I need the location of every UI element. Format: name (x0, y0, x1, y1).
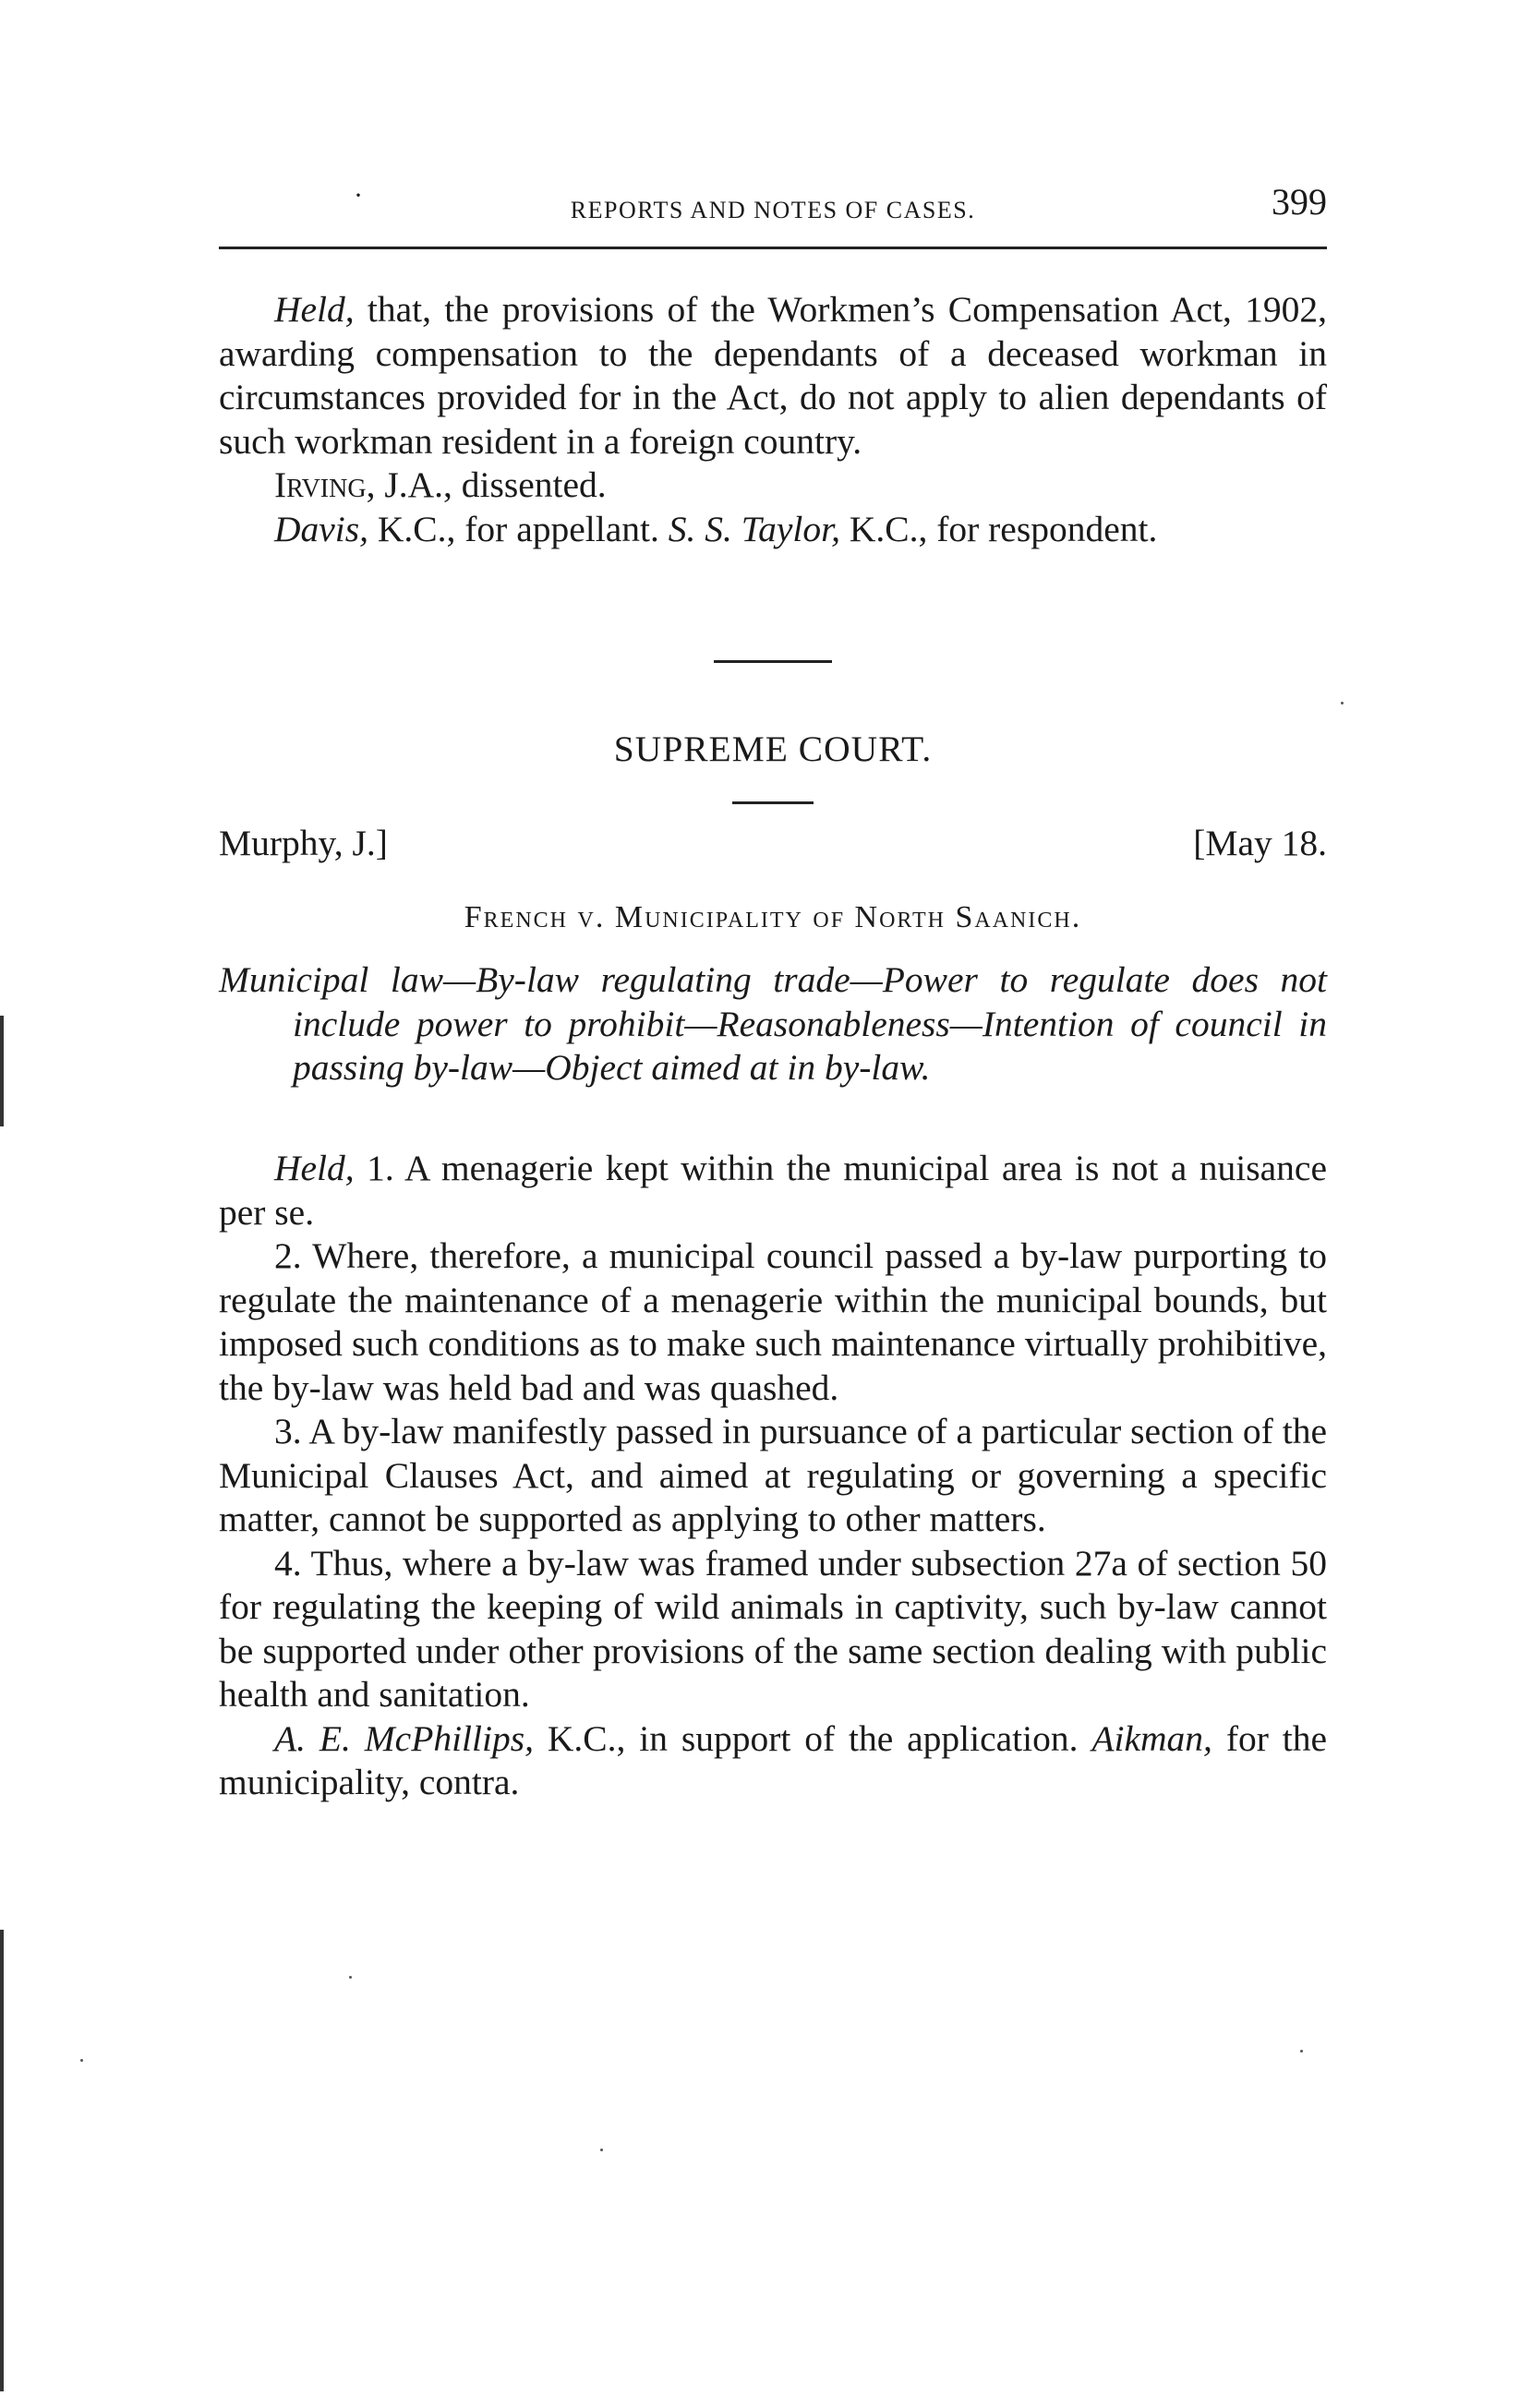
counsel-municipality-name: Aikman, (1091, 1717, 1212, 1759)
scan-edge-mark (0, 1930, 4, 2391)
holding-3: 3. A by-law manifestly passed in pursuance of a particular section of the Municipal Clauses Act, and aimed at regulating or governing a specific matter, cannot be supported as applying to other matters. (219, 1411, 1327, 1539)
prior-held-text: that, the provisions of the Workmen’s Compensation Act, 1902, awarding compensation to the dependants of a deceased workman in circumstances provided for in the Act, do not apply to alien dependants of such workman resident in a foreign country. (219, 289, 1327, 462)
counsel-appellant-text: K.C., for appellant. (368, 508, 669, 549)
header-dot: · (354, 180, 363, 211)
counsel-municipality-text: for the municipality, contra. (219, 1717, 1328, 1802)
holding-1-text: 1. A menagerie kept within the municipal area is not a nuisance per se. (219, 1148, 1327, 1233)
judge-name: Murphy, J.] (219, 823, 388, 863)
holding-1 (219, 1147, 1327, 1234)
holding-2: 2. Where, therefore, a municipal council passed a by-law purporting to regulate the maintenance of a menagerie within the municipal bounds, but imposed such conditions as to make such maintenance virtually prohibitive, the by-law was held bad and was quashed. (219, 1235, 1327, 1408)
section-divider (714, 660, 832, 663)
prior-held-paragraph (219, 288, 1327, 464)
scan-speck (80, 2059, 83, 2062)
held-label: Held, (274, 1148, 355, 1188)
holding-4: 4. Thus, where a by-law was framed under subsection 27a of section 50 for regulating the keeping of wild animals in captivity, such by-law cannot be supported under other provisions of the same section dealing with public health and sanitation. (219, 1542, 1327, 1715)
scan-edge-mark (0, 1016, 4, 1126)
holdings-block (219, 1147, 1327, 1805)
counsel-respondent-name: S. S. Taylor, (668, 508, 840, 549)
counsel-appellant-name: Davis, (274, 508, 369, 549)
dissent-text: J.A., dissented. (375, 464, 607, 505)
header-rule (219, 247, 1327, 249)
case-title: French v. Municipality of North Saanich. (464, 900, 1082, 934)
scan-speck (600, 2149, 603, 2151)
dissent-line (219, 464, 1327, 508)
page-number: 399 (1272, 181, 1327, 223)
held-label: Held, (274, 289, 355, 330)
counsel-applicant-text: K.C., in support of the application. (533, 1717, 1092, 1759)
running-head (219, 180, 1327, 235)
scan-speck (1341, 702, 1344, 704)
judge-date-line (219, 822, 1327, 864)
court-rule (732, 801, 814, 804)
counsel-respondent-text: K.C., for respondent. (839, 508, 1158, 549)
running-head-title: REPORTS AND NOTES OF CASES. (570, 197, 976, 223)
counsel-line (219, 1717, 1327, 1805)
catchwords: Municipal law—By-law regulating trade—Power to regulate does not include power to prohibit—Reasonableness—Intention of council in passing by-law—Object aimed at in by-law. (219, 959, 1327, 1088)
court-heading: SUPREME COURT. (613, 728, 933, 769)
dissent-judge: Irving, (274, 464, 376, 505)
prior-case-block (219, 288, 1327, 551)
decision-date: [May 18. (1193, 823, 1327, 863)
counsel-applicant-name: A. E. McPhillips, (274, 1717, 534, 1759)
counsel-line (219, 508, 1327, 552)
scan-speck (1300, 2050, 1303, 2053)
scan-speck (349, 1976, 352, 1979)
